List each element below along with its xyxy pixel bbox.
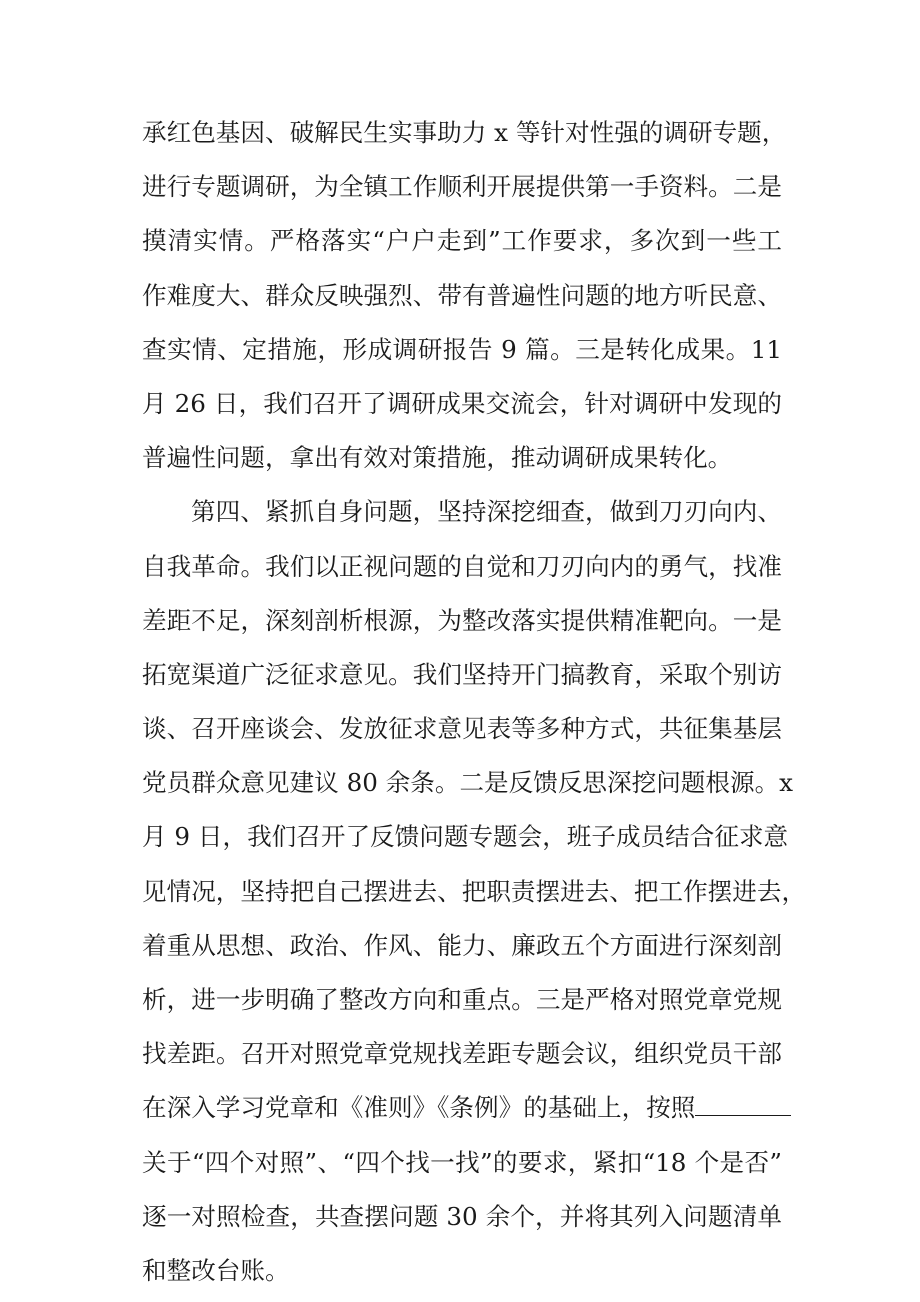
text-line: 关于“四个对照”、“四个找一找”的要求，紧扣“18 个是否”	[142, 1147, 782, 1177]
text-line: 自我革命。我们以正视问题的自觉和刀刃向内的勇气，找准	[142, 551, 782, 581]
text-line: 党员群众意见建议 80 余条。二是反馈反思深挖问题根源。x	[142, 768, 794, 798]
text-line: 承红色基因、破解民生实事助力 x 等针对性强的调研专题，	[142, 118, 787, 147]
text-line: 着重从思想、政治、作风、能力、廉政五个方面进行深刻剖	[142, 930, 782, 960]
text-line: 进行专题调研，为全镇工作顺利开展提供第一手资料。二是	[142, 172, 782, 202]
text-line: 月 9 日，我们召开了反馈问题专题会，班子成员结合征求意	[142, 822, 789, 852]
text-line: 摸清实情。严格落实“户户走到”工作要求，多次到一些工	[142, 226, 782, 256]
text-line: 查实情、定措施，形成调研报告 9 篇。三是转化成果。11	[142, 334, 782, 364]
fill-in-blank	[695, 1097, 791, 1116]
text-line: 找差距。召开对照党章党规找差距专题会议，组织党员干部	[142, 1039, 782, 1069]
text-line: 谈、召开座谈会、发放征求意见表等多种方式，共征集基层	[142, 714, 782, 744]
text-line: 普遍性问题，拿出有效对策措施，推动调研成果转化。	[142, 443, 733, 473]
text-line: 析，进一步明确了整改方向和重点。三是严格对照党章党规	[142, 985, 782, 1014]
text-line: 月 26 日，我们召开了调研成果交流会，针对调研中发现的	[142, 388, 782, 418]
text-line: 差距不足，深刻剖析根源，为整改落实提供精准靶向。一是	[142, 605, 782, 635]
text-line: 拓宽渠道广泛征求意见。我们坚持开门搞教育，采取个别访	[142, 659, 782, 689]
text-line-with-blank	[142, 1081, 782, 1135]
text-line: 作难度大、群众反映强烈、带有普遍性问题的地方听民意、	[142, 280, 782, 310]
text-line: 和整改台账。	[142, 1255, 290, 1285]
paragraph-start-line: 第四、紧抓自身问题，坚持深挖细查，做到刀刃向内、	[191, 497, 782, 527]
text-line: 见情况，坚持把自己摆进去、把职责摆进去、把工作摆进去，	[142, 876, 807, 906]
text-fragment: 在深入学习党章和《准则》《条例》的基础上，按照	[142, 1093, 696, 1123]
body-text	[142, 106, 807, 1298]
text-line: 逐一对照检查，共查摆问题 30 余个，并将其列入问题清单	[142, 1201, 782, 1231]
